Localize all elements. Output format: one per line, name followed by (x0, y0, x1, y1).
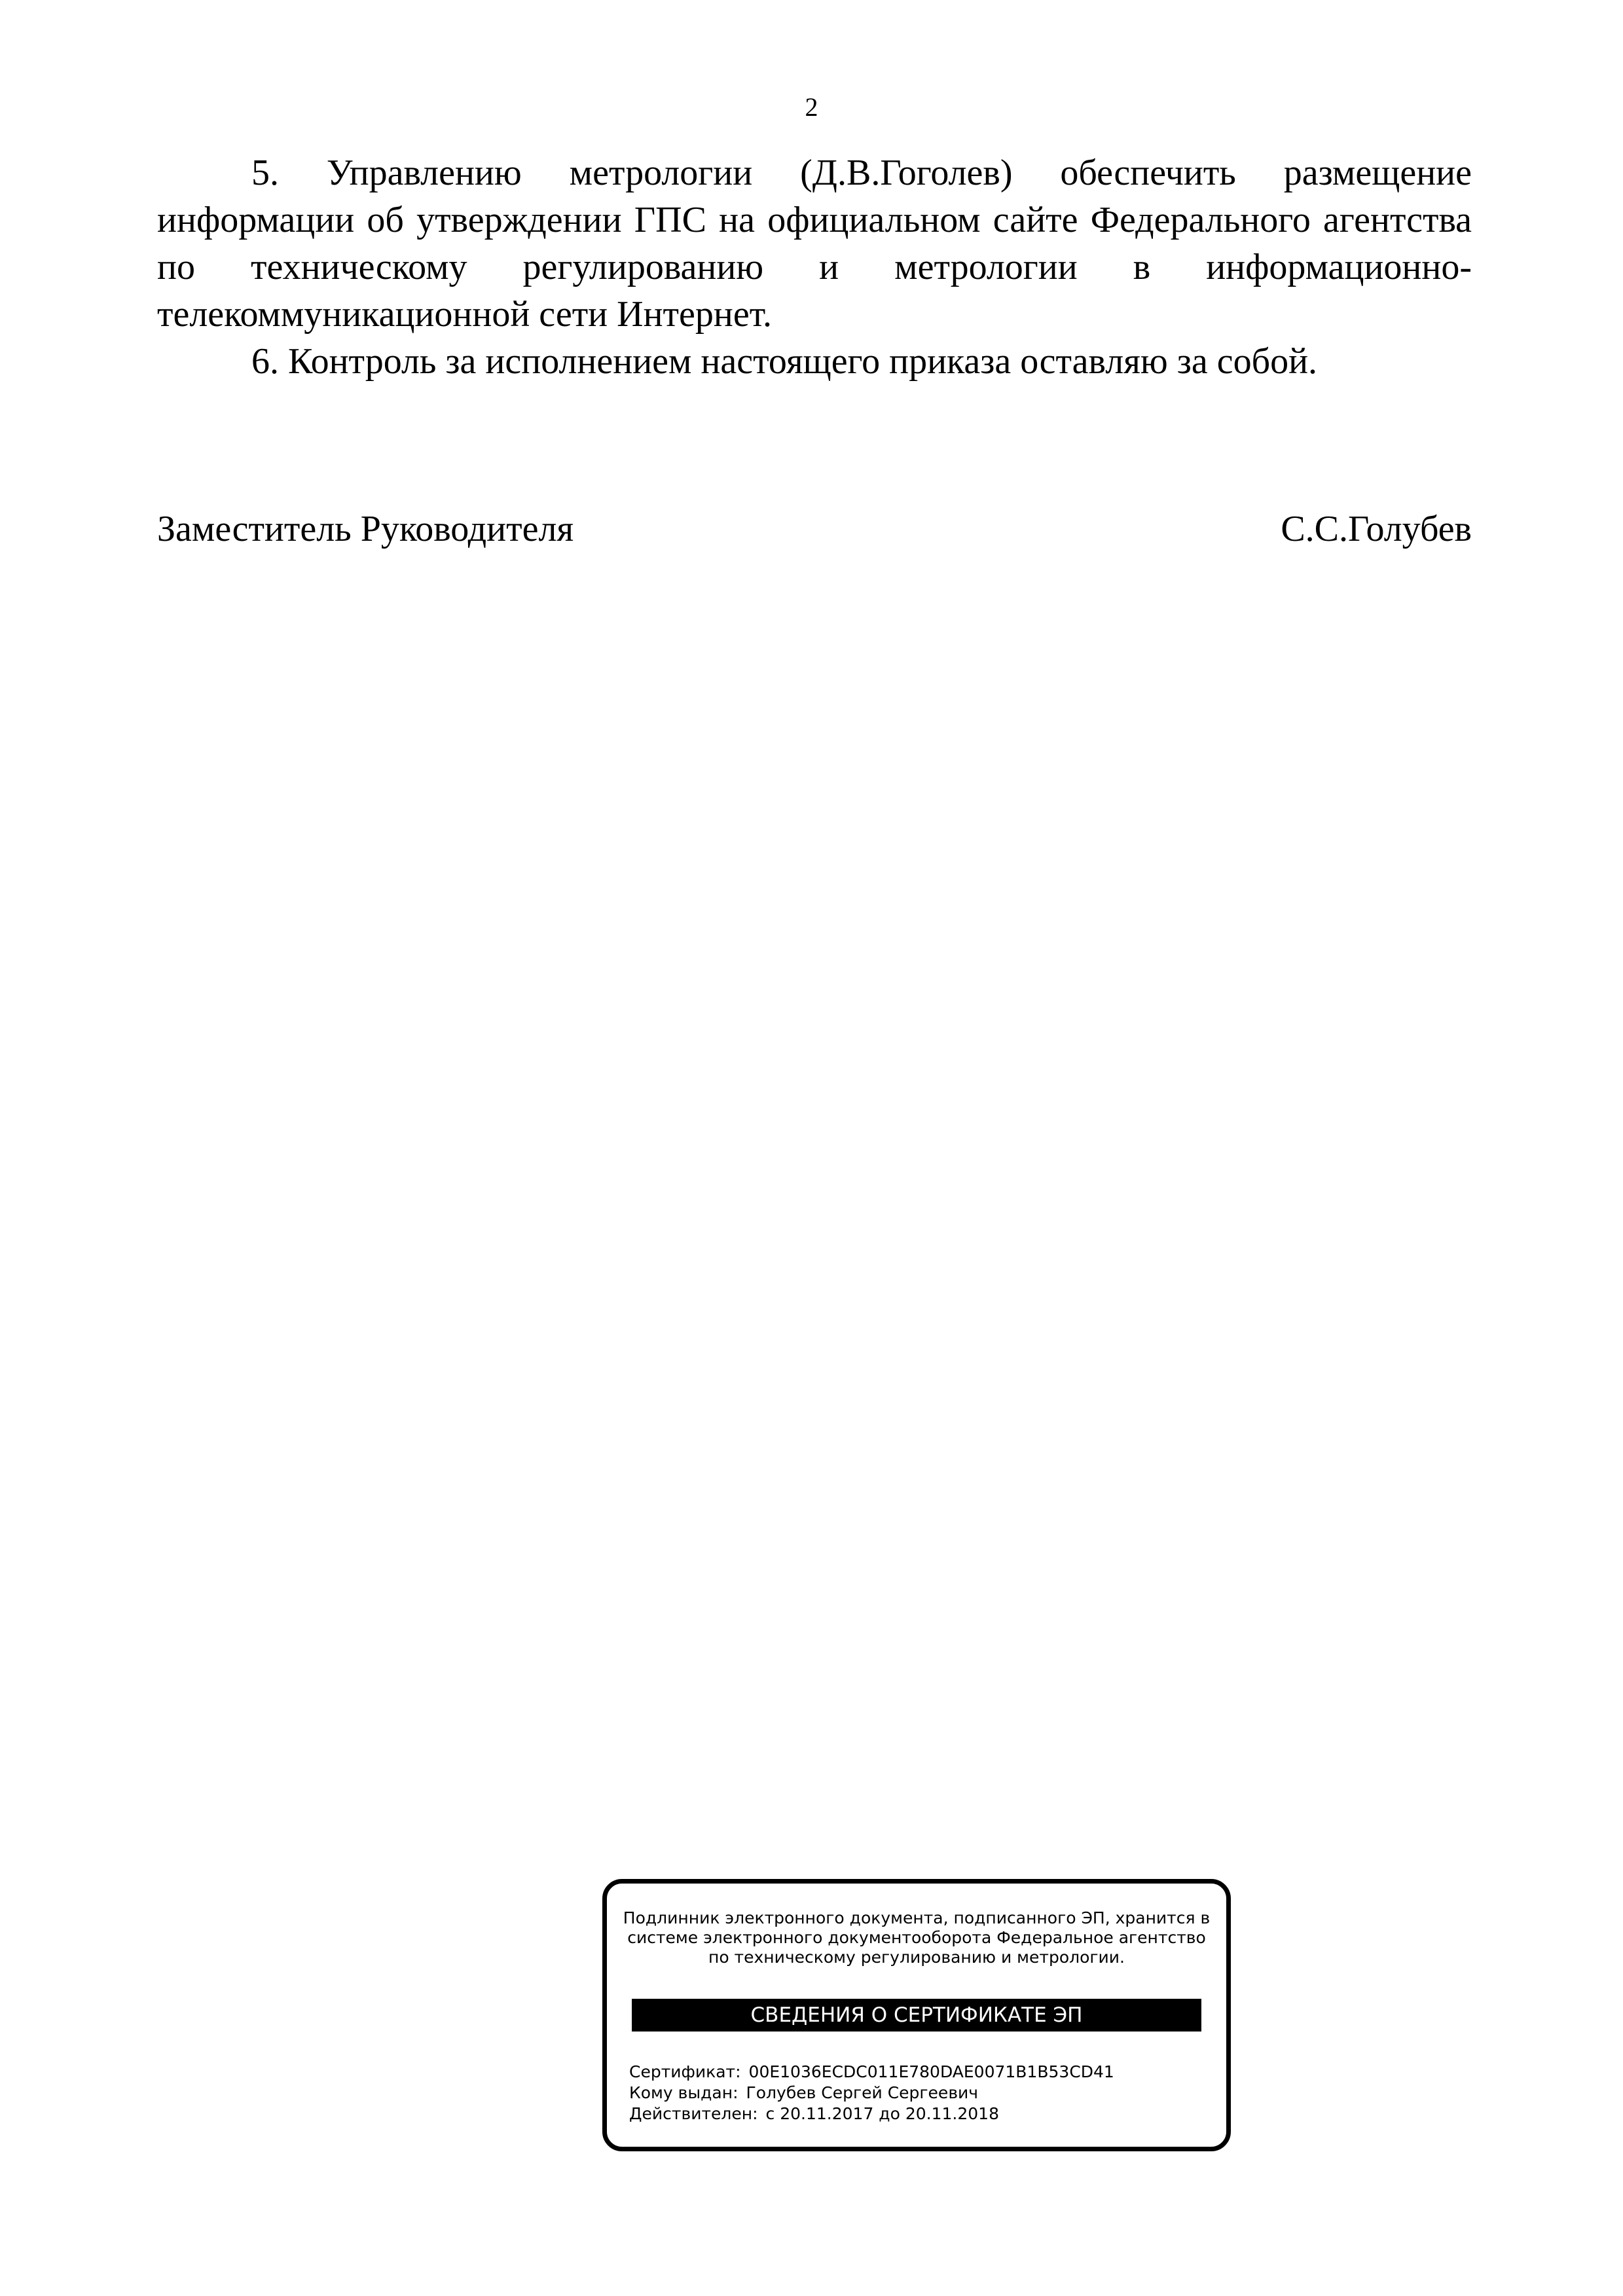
certificate-label: Сертификат: (629, 2062, 741, 2081)
certificate-details (629, 2062, 1213, 2124)
page-number: 2 (805, 92, 818, 122)
issued-to-value: Голубев Сергей Сергеевич (746, 2083, 979, 2102)
issued-to-label: Кому выдан: (629, 2083, 739, 2102)
order-text (157, 149, 1472, 385)
certificate-row (629, 2062, 1213, 2083)
validity-row (629, 2104, 1213, 2124)
paragraph-6: 6. Контроль за исполнением настоящего приказа оставляю за собой. (251, 341, 1318, 382)
stamp-header: СВЕДЕНИЯ О СЕРТИФИКАТЕ ЭП (632, 1999, 1201, 2032)
issued-to-row (629, 2083, 1213, 2104)
validity-value: с 20.11.2017 до 20.11.2018 (765, 2104, 999, 2123)
stamp-note: Подлинник электронного документа, подписанного ЭП, хранится в системе электронного документооборота Федеральное агентство по техническому регулированию и метрологии. (623, 1908, 1211, 1967)
validity-label: Действителен: (629, 2104, 758, 2123)
certificate-value: 00E1036ECDC011E780DAE0071B1B53CD41 (748, 2062, 1114, 2081)
signatory-name: С.С.Голубев (1281, 509, 1472, 549)
e-signature-stamp (602, 1879, 1231, 2151)
signatory-position: Заместитель Руководителя (157, 509, 574, 549)
paragraph-5: 5. Управлению метрологии (Д.В.Гоголев) обеспечить размещение информации об утверждении ГПС на официальном сайте Федерального агентства по техническому регулированию и метрологии в информационно-телекоммуникационной сети Интернет. (157, 153, 1472, 335)
